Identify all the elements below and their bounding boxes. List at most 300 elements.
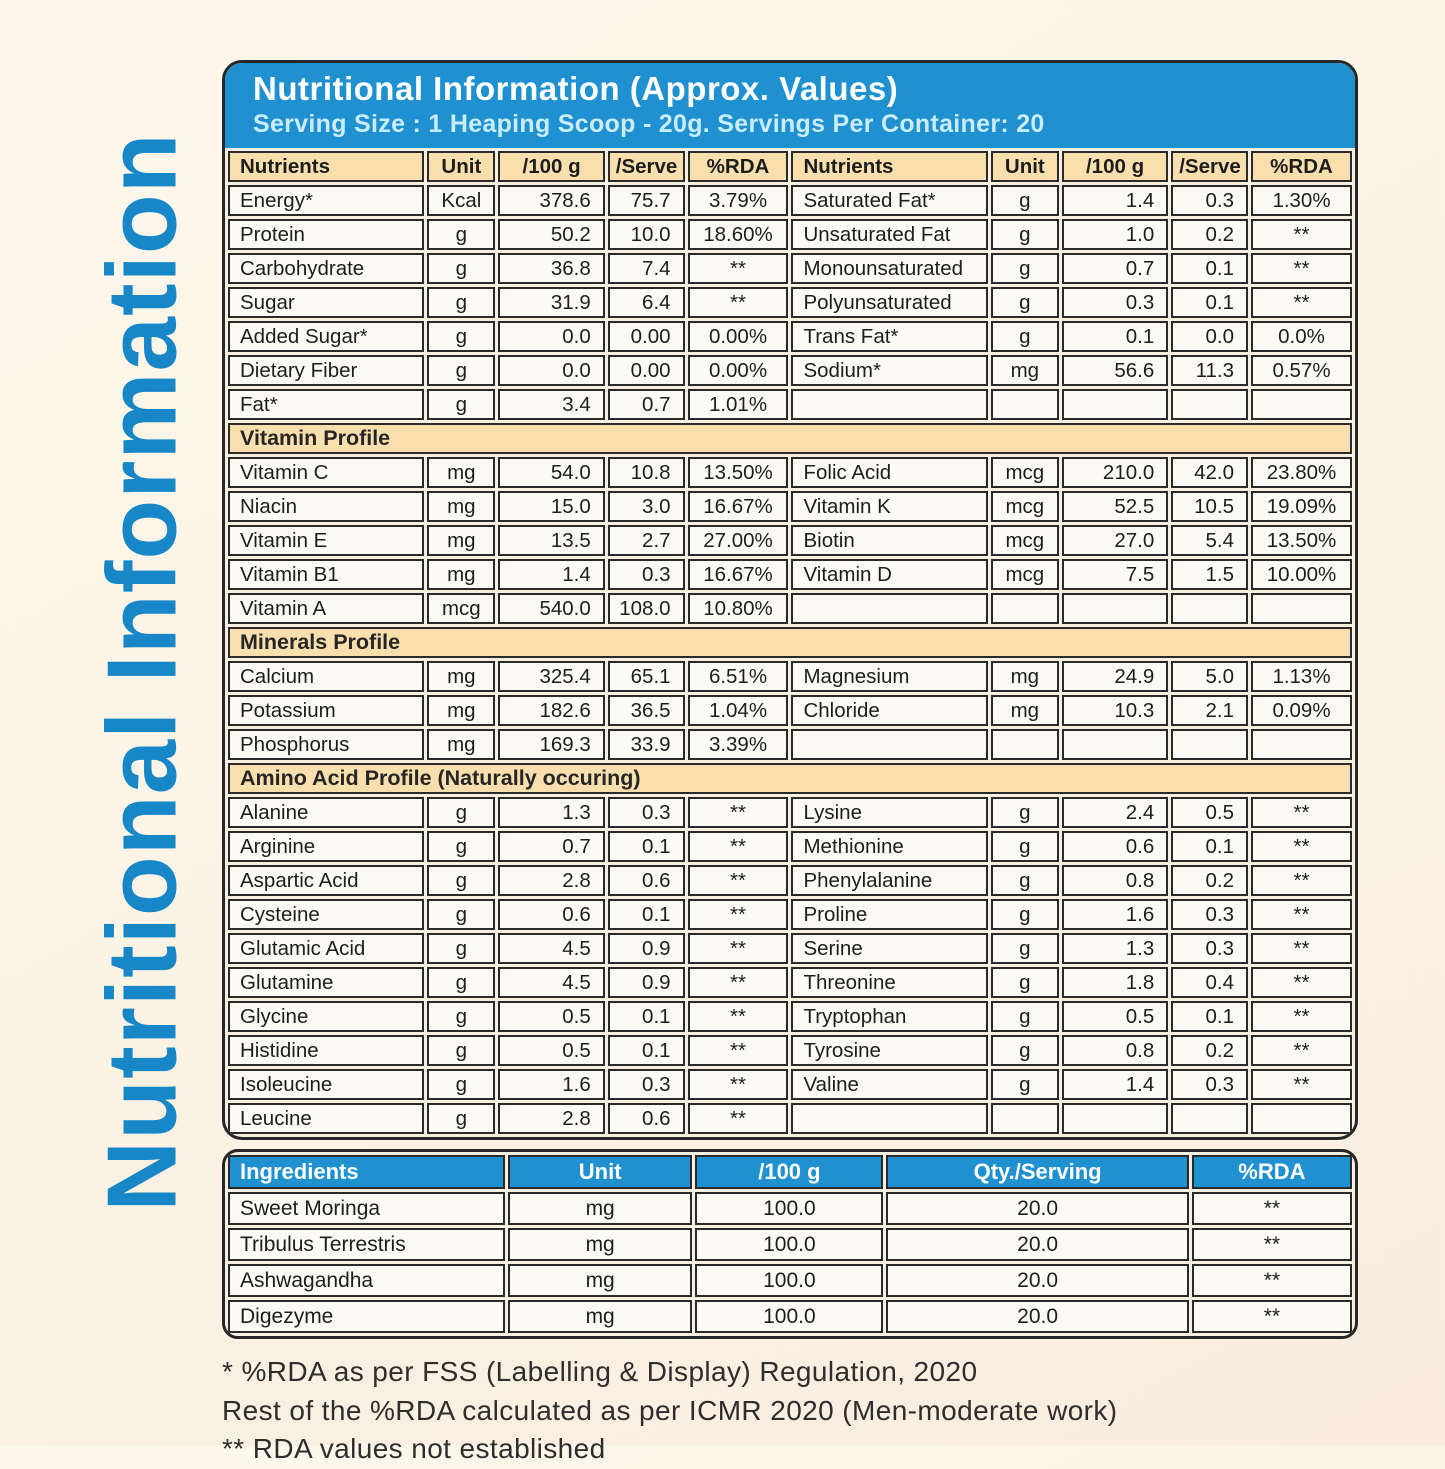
rda-cell: ** (1251, 219, 1352, 250)
unit-cell: mcg (991, 491, 1059, 522)
unit-cell: mg (427, 457, 495, 488)
per-100g-cell: 1.3 (1062, 933, 1168, 964)
per-100g-cell: 0.6 (498, 899, 604, 930)
per-100g-cell: 0.5 (1062, 1001, 1168, 1032)
vertical-title: Nutritional Information (86, 132, 197, 1212)
unit-cell: g (991, 1035, 1059, 1066)
per-serve-cell: 0.2 (1171, 865, 1248, 896)
section-title-cell: Minerals Profile (228, 627, 1352, 658)
per-serve-cell (1171, 1103, 1248, 1134)
per-100g-cell: 56.6 (1062, 355, 1168, 386)
nutrient-name-cell: Vitamin B1 (228, 559, 424, 590)
ingredient-name-cell: Ashwagandha (228, 1264, 505, 1297)
per-serve-cell: 0.3 (1171, 899, 1248, 930)
unit-cell: mcg (991, 525, 1059, 556)
ingredients-card (222, 1149, 1358, 1339)
per-serve-cell: 5.0 (1171, 661, 1248, 692)
unit-cell: g (427, 831, 495, 862)
unit-cell: g (427, 389, 495, 420)
table-row (228, 1035, 1352, 1066)
rda-cell: 0.57% (1251, 355, 1352, 386)
nutrient-name-cell: Phosphorus (228, 729, 424, 760)
per-100g-cell: 0.7 (498, 831, 604, 862)
nutrient-name-cell: Phenylalanine (791, 865, 987, 896)
nutrient-name-cell: Carbohydrate (228, 253, 424, 284)
nutrition-table (225, 148, 1355, 1137)
per-100g-cell: 1.4 (1062, 1069, 1168, 1100)
per-serve-cell: 0.0 (1171, 321, 1248, 352)
per-serve-cell (1171, 389, 1248, 420)
table-row (228, 865, 1352, 896)
per-100g-cell: 0.7 (1062, 253, 1168, 284)
nutrient-name-cell: Unsaturated Fat (791, 219, 987, 250)
rda-cell: ** (1251, 1035, 1352, 1066)
table-row (228, 1103, 1352, 1134)
per-serve-cell: 0.1 (1171, 253, 1248, 284)
unit-cell: g (427, 219, 495, 250)
per-100g-cell: 100.0 (695, 1300, 883, 1333)
page-title: Nutritional Information (Approx. Values) (253, 70, 899, 107)
unit-cell (991, 593, 1059, 624)
nutrient-name-cell: Folic Acid (791, 457, 987, 488)
per-100g-cell (1062, 593, 1168, 624)
per-100g-cell: 182.6 (498, 695, 604, 726)
content-column (222, 0, 1445, 1465)
rda-cell: ** (1251, 287, 1352, 318)
unit-cell: g (991, 287, 1059, 318)
table-row (228, 491, 1352, 522)
table-row (228, 797, 1352, 828)
footnote-line: ** RDA values not established (222, 1433, 606, 1465)
unit-cell: mg (427, 525, 495, 556)
rda-cell (1251, 389, 1352, 420)
nutrient-name-cell: Leucine (228, 1103, 424, 1134)
rda-cell: 23.80% (1251, 457, 1352, 488)
rda-cell: ** (1192, 1300, 1352, 1333)
per-100g-cell (1062, 389, 1168, 420)
per-100g-cell: 10.3 (1062, 695, 1168, 726)
unit-cell: g (427, 865, 495, 896)
per-serve-cell: 0.00 (608, 355, 685, 386)
nutrient-name-cell (791, 593, 987, 624)
nutrient-name-cell: Glutamic Acid (228, 933, 424, 964)
nutrient-name-cell: Vitamin A (228, 593, 424, 624)
unit-cell: mg (991, 695, 1059, 726)
column-header-row (228, 151, 1352, 182)
per-100g-cell: 2.8 (498, 865, 604, 896)
per-serve-cell: 0.2 (1171, 1035, 1248, 1066)
per-100g-cell: 1.6 (1062, 899, 1168, 930)
rda-cell: ** (688, 967, 789, 998)
unit-cell: g (427, 1001, 495, 1032)
nutrient-name-cell: Methionine (791, 831, 987, 862)
nutrient-name-cell: Vitamin K (791, 491, 987, 522)
rda-cell: ** (1251, 831, 1352, 862)
per-100g-cell: 1.4 (498, 559, 604, 590)
unit-cell: g (427, 933, 495, 964)
per-100g-cell: 4.5 (498, 967, 604, 998)
ingredient-row (228, 1192, 1352, 1225)
per-serve-cell: 2.1 (1171, 695, 1248, 726)
rda-cell: ** (688, 253, 789, 284)
rda-cell: 1.30% (1251, 185, 1352, 216)
unit-cell: g (427, 1103, 495, 1134)
rda-cell (1251, 593, 1352, 624)
rda-cell: 19.09% (1251, 491, 1352, 522)
per-serve-cell: 0.4 (1171, 967, 1248, 998)
nutrient-name-cell: Vitamin D (791, 559, 987, 590)
unit-cell: g (991, 933, 1059, 964)
per-serve-cell: 0.1 (1171, 831, 1248, 862)
nutrient-name-cell: Niacin (228, 491, 424, 522)
unit-cell: mcg (427, 593, 495, 624)
per-100g-cell (1062, 729, 1168, 760)
table-row (228, 287, 1352, 318)
nutrient-name-cell: Glutamine (228, 967, 424, 998)
table-row (228, 559, 1352, 590)
unit-cell: g (991, 253, 1059, 284)
unit-cell: g (427, 287, 495, 318)
nutrient-name-cell: Arginine (228, 831, 424, 862)
per-serve-cell: 0.7 (608, 389, 685, 420)
ingredient-name-cell: Tribulus Terrestris (228, 1228, 505, 1261)
qty-serving-cell: 20.0 (886, 1192, 1188, 1225)
rda-cell: 16.67% (688, 559, 789, 590)
rda-cell: 27.00% (688, 525, 789, 556)
nutrient-name-cell: Fat* (228, 389, 424, 420)
nutrient-name-cell: Magnesium (791, 661, 987, 692)
per-serve-cell: 0.00 (608, 321, 685, 352)
nutrient-name-cell: Alanine (228, 797, 424, 828)
per-serve-cell: 5.4 (1171, 525, 1248, 556)
per-100g-cell: 24.9 (1062, 661, 1168, 692)
unit-cell: g (427, 1035, 495, 1066)
per-serve-cell: 75.7 (608, 185, 685, 216)
nutrient-name-cell: Vitamin C (228, 457, 424, 488)
ingredient-row (228, 1300, 1352, 1333)
column-header-cell: %RDA (688, 151, 789, 182)
per-100g-cell: 100.0 (695, 1264, 883, 1297)
rda-cell: 16.67% (688, 491, 789, 522)
rda-cell: ** (1251, 967, 1352, 998)
table-row (228, 355, 1352, 386)
nutrient-name-cell: Isoleucine (228, 1069, 424, 1100)
per-serve-cell: 36.5 (608, 695, 685, 726)
nutrient-name-cell: Glycine (228, 1001, 424, 1032)
nutrient-name-cell: Tyrosine (791, 1035, 987, 1066)
table-row (228, 593, 1352, 624)
ingredients-header-row (228, 1155, 1352, 1189)
per-100g-cell: 1.0 (1062, 219, 1168, 250)
unit-cell: g (991, 219, 1059, 250)
rda-cell: ** (1251, 253, 1352, 284)
per-100g-cell: 325.4 (498, 661, 604, 692)
nutrient-name-cell: Calcium (228, 661, 424, 692)
unit-cell: mg (991, 355, 1059, 386)
per-serve-cell: 33.9 (608, 729, 685, 760)
rda-cell: 13.50% (1251, 525, 1352, 556)
rda-cell: ** (688, 1035, 789, 1066)
nutrition-card (222, 60, 1358, 1140)
ingredients-table (225, 1152, 1355, 1336)
nutrient-name-cell: Aspartic Acid (228, 865, 424, 896)
per-100g-cell: 1.3 (498, 797, 604, 828)
per-serve-cell: 0.2 (1171, 219, 1248, 250)
nutrient-name-cell: Sugar (228, 287, 424, 318)
nutrient-name-cell: Serine (791, 933, 987, 964)
rda-cell: 0.09% (1251, 695, 1352, 726)
per-100g-cell: 100.0 (695, 1192, 883, 1225)
rda-cell: ** (1251, 865, 1352, 896)
per-100g-cell: 3.4 (498, 389, 604, 420)
nutrient-name-cell: Trans Fat* (791, 321, 987, 352)
rda-cell: ** (688, 1069, 789, 1100)
unit-cell: g (427, 253, 495, 284)
per-serve-cell: 11.3 (1171, 355, 1248, 386)
column-header-cell: Unit (508, 1155, 693, 1189)
rda-cell: ** (688, 1001, 789, 1032)
unit-cell: mg (427, 491, 495, 522)
ingredient-row (228, 1264, 1352, 1297)
per-serve-cell: 0.3 (1171, 1069, 1248, 1100)
nutrient-name-cell: Threonine (791, 967, 987, 998)
per-100g-cell: 0.5 (498, 1001, 604, 1032)
unit-cell: g (427, 321, 495, 352)
rda-cell: ** (1192, 1192, 1352, 1225)
per-serve-cell: 0.1 (608, 899, 685, 930)
rda-cell: 18.60% (688, 219, 789, 250)
per-serve-cell (1171, 593, 1248, 624)
nutrient-name-cell: Proline (791, 899, 987, 930)
ingredient-row (228, 1228, 1352, 1261)
unit-cell: mg (427, 729, 495, 760)
column-header-cell: /Serve (1171, 151, 1248, 182)
table-row (228, 389, 1352, 420)
table-row (228, 899, 1352, 930)
unit-cell (991, 1103, 1059, 1134)
per-serve-cell: 0.3 (1171, 185, 1248, 216)
per-serve-cell: 3.0 (608, 491, 685, 522)
per-serve-cell: 0.1 (608, 1001, 685, 1032)
per-serve-cell: 42.0 (1171, 457, 1248, 488)
nutrient-name-cell: Chloride (791, 695, 987, 726)
rda-cell: ** (1251, 1069, 1352, 1100)
serving-size-subtitle: Serving Size : 1 Heaping Scoop - 20g. Servings Per Container: 20 (253, 110, 1045, 138)
nutrient-name-cell: Monounsaturated (791, 253, 987, 284)
table-row (228, 831, 1352, 862)
nutrient-name-cell: Sodium* (791, 355, 987, 386)
per-100g-cell: 540.0 (498, 593, 604, 624)
nutrient-name-cell (791, 389, 987, 420)
per-100g-cell: 15.0 (498, 491, 604, 522)
per-serve-cell: 10.8 (608, 457, 685, 488)
per-100g-cell: 169.3 (498, 729, 604, 760)
rda-cell: 1.13% (1251, 661, 1352, 692)
nutrient-name-cell: Biotin (791, 525, 987, 556)
unit-cell: mg (427, 661, 495, 692)
unit-cell: g (991, 797, 1059, 828)
column-header-cell: Unit (991, 151, 1059, 182)
per-100g-cell: 4.5 (498, 933, 604, 964)
per-100g-cell: 2.4 (1062, 797, 1168, 828)
table-row (228, 933, 1352, 964)
unit-cell: mg (508, 1300, 693, 1333)
column-header-cell: /100 g (695, 1155, 883, 1189)
nutrient-name-cell: Histidine (228, 1035, 424, 1066)
per-serve-cell: 0.1 (608, 831, 685, 862)
unit-cell (991, 729, 1059, 760)
rda-cell: ** (688, 831, 789, 862)
per-100g-cell (1062, 1103, 1168, 1134)
table-row (228, 253, 1352, 284)
nutrient-name-cell: Added Sugar* (228, 321, 424, 352)
per-100g-cell: 2.8 (498, 1103, 604, 1134)
table-row (228, 1001, 1352, 1032)
footnotes (222, 1353, 1445, 1469)
column-header-cell: Unit (427, 151, 495, 182)
table-row (228, 1069, 1352, 1100)
table-row (228, 457, 1352, 488)
rda-cell: 6.51% (688, 661, 789, 692)
nutrient-name-cell (791, 729, 987, 760)
rda-cell: ** (1192, 1264, 1352, 1297)
unit-cell: mg (991, 661, 1059, 692)
column-header-cell: Qty./Serving (886, 1155, 1188, 1189)
column-header-cell: /100 g (498, 151, 604, 182)
table-row (228, 219, 1352, 250)
unit-cell: g (991, 967, 1059, 998)
nutrition-card-header (225, 63, 1355, 148)
rda-cell: ** (1251, 797, 1352, 828)
rda-cell: ** (688, 797, 789, 828)
unit-cell: g (427, 797, 495, 828)
table-row (228, 185, 1352, 216)
per-serve-cell: 6.4 (608, 287, 685, 318)
per-serve-cell: 1.5 (1171, 559, 1248, 590)
table-row (228, 695, 1352, 726)
unit-cell: g (991, 831, 1059, 862)
per-serve-cell: 0.9 (608, 967, 685, 998)
rda-cell: ** (1251, 933, 1352, 964)
rda-cell: ** (688, 865, 789, 896)
per-100g-cell: 0.8 (1062, 865, 1168, 896)
unit-cell: g (991, 865, 1059, 896)
per-100g-cell: 1.4 (1062, 185, 1168, 216)
column-header-cell: /Serve (608, 151, 685, 182)
qty-serving-cell: 20.0 (886, 1300, 1188, 1333)
nutrient-name-cell: Lysine (791, 797, 987, 828)
unit-cell: g (427, 899, 495, 930)
per-serve-cell: 108.0 (608, 593, 685, 624)
table-row (228, 729, 1352, 760)
unit-cell: mg (508, 1228, 693, 1261)
per-serve-cell: 10.5 (1171, 491, 1248, 522)
per-serve-cell: 0.6 (608, 865, 685, 896)
per-100g-cell: 27.0 (1062, 525, 1168, 556)
per-100g-cell: 7.5 (1062, 559, 1168, 590)
unit-cell: mg (427, 695, 495, 726)
rda-cell: ** (688, 899, 789, 930)
unit-cell: g (991, 185, 1059, 216)
per-serve-cell: 0.3 (608, 1069, 685, 1100)
unit-cell: g (991, 1001, 1059, 1032)
nutrient-name-cell: Dietary Fiber (228, 355, 424, 386)
rda-cell: ** (688, 287, 789, 318)
unit-cell: mcg (991, 559, 1059, 590)
per-serve-cell: 65.1 (608, 661, 685, 692)
per-100g-cell: 0.5 (498, 1035, 604, 1066)
per-100g-cell: 52.5 (1062, 491, 1168, 522)
section-header-row (228, 627, 1352, 658)
nutrient-name-cell: Cysteine (228, 899, 424, 930)
column-header-cell: /100 g (1062, 151, 1168, 182)
per-serve-cell: 0.1 (1171, 287, 1248, 318)
nutrient-name-cell: Saturated Fat* (791, 185, 987, 216)
column-header-cell: Ingredients (228, 1155, 505, 1189)
ingredient-name-cell: Sweet Moringa (228, 1192, 505, 1225)
unit-cell: mcg (991, 457, 1059, 488)
unit-cell: g (991, 899, 1059, 930)
table-row (228, 321, 1352, 352)
unit-cell: mg (427, 559, 495, 590)
rda-cell: 1.04% (688, 695, 789, 726)
nutrient-name-cell: Vitamin E (228, 525, 424, 556)
column-header-cell: Nutrients (791, 151, 987, 182)
qty-serving-cell: 20.0 (886, 1228, 1188, 1261)
per-100g-cell: 1.6 (498, 1069, 604, 1100)
nutrient-name-cell: Potassium (228, 695, 424, 726)
per-100g-cell: 31.9 (498, 287, 604, 318)
rda-cell: 0.00% (688, 321, 789, 352)
rda-cell: ** (688, 933, 789, 964)
section-title-cell: Vitamin Profile (228, 423, 1352, 454)
rda-cell: 10.80% (688, 593, 789, 624)
nutrient-name-cell: Polyunsaturated (791, 287, 987, 318)
rda-cell: 10.00% (1251, 559, 1352, 590)
per-serve-cell (1171, 729, 1248, 760)
rda-cell: ** (1251, 899, 1352, 930)
table-row (228, 525, 1352, 556)
footnote-line: Rest of the %RDA calculated as per ICMR 2020 (Men-moderate work) (222, 1394, 1118, 1426)
column-header-cell: %RDA (1192, 1155, 1352, 1189)
per-serve-cell: 0.1 (608, 1035, 685, 1066)
per-serve-cell: 10.0 (608, 219, 685, 250)
section-header-row (228, 423, 1352, 454)
rda-cell: ** (1192, 1228, 1352, 1261)
nutrient-name-cell (791, 1103, 987, 1134)
per-serve-cell: 0.3 (608, 797, 685, 828)
ingredient-name-cell: Digezyme (228, 1300, 505, 1333)
per-100g-cell: 36.8 (498, 253, 604, 284)
per-serve-cell: 0.5 (1171, 797, 1248, 828)
rda-cell (1251, 1103, 1352, 1134)
per-100g-cell: 1.8 (1062, 967, 1168, 998)
unit-cell: mg (508, 1192, 693, 1225)
per-serve-cell: 7.4 (608, 253, 685, 284)
per-serve-cell: 0.3 (1171, 933, 1248, 964)
per-serve-cell: 2.7 (608, 525, 685, 556)
per-serve-cell: 0.6 (608, 1103, 685, 1134)
nutrient-name-cell: Tryptophan (791, 1001, 987, 1032)
per-100g-cell: 0.0 (498, 321, 604, 352)
rda-cell: 1.01% (688, 389, 789, 420)
per-100g-cell: 0.0 (498, 355, 604, 386)
rda-cell: ** (688, 1103, 789, 1134)
column-header-cell: Nutrients (228, 151, 424, 182)
per-100g-cell: 0.3 (1062, 287, 1168, 318)
footnote-line: * %RDA as per FSS (Labelling & Display) Regulation, 2020 (222, 1356, 978, 1387)
table-row (228, 661, 1352, 692)
